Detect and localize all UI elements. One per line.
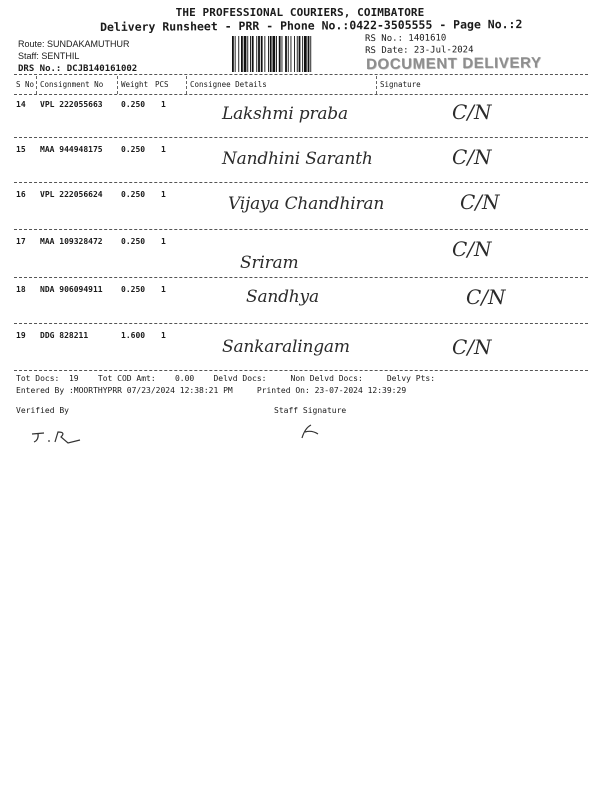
row-pcs: 1 (161, 237, 166, 246)
row-divider (14, 229, 588, 230)
col-pcs: PCS (155, 80, 169, 89)
runsheet-subtitle: Delivery Runsheet - PRR - Phone No.:0422-3505555 - Page No.:2 (100, 17, 523, 34)
col-weight: Weight (121, 80, 149, 89)
table-row (0, 233, 600, 279)
rs-date: RS Date: 23-Jul-2024 (365, 45, 474, 56)
row-signature: C/N (452, 237, 492, 261)
row-signature: C/N (452, 335, 492, 359)
col-consignment: Consignment No (40, 80, 104, 89)
row-weight: 1.600 (121, 331, 146, 340)
verified-initials-mark (28, 428, 94, 446)
row-consignee: Sriram (240, 253, 299, 273)
row-sno: 18 (16, 285, 26, 294)
company-title: THE PROFESSIONAL COURIERS, COIMBATORE (175, 6, 425, 19)
col-divider (36, 76, 37, 94)
table-row (0, 96, 600, 142)
row-signature: C/N (452, 145, 492, 169)
row-pcs: 1 (161, 190, 166, 199)
col-divider (186, 76, 187, 94)
route-label: Route: SUNDAKAMUTHUR (18, 39, 130, 49)
table-row (0, 327, 600, 373)
row-signature: C/N (452, 100, 492, 124)
col-divider (376, 76, 377, 94)
drs-number: DRS No.: DCJB140161002 (18, 64, 138, 74)
row-consignment: NDA 906094911 (40, 285, 103, 294)
totals-line: Tot Docs: 19 Tot COD Amt: 0.00 Delvd Docs: Non Delvd Docs: Delvy Pts: (16, 374, 436, 383)
row-consignee: Sandhya (246, 287, 319, 307)
row-weight: 0.250 (121, 237, 146, 246)
row-consignment: VPL 222056624 (40, 190, 103, 199)
entered-by-line: Entered By :MOORTHYPRR 07/23/2024 12:38:21 PM Printed On: 23-07-2024 12:39:29 (16, 386, 407, 395)
row-weight: 0.250 (121, 145, 146, 154)
row-sno: 14 (16, 100, 26, 109)
row-pcs: 1 (161, 100, 166, 109)
route-info (18, 38, 137, 75)
staff-signature-mark (296, 422, 326, 442)
table-row (0, 281, 600, 327)
document-delivery-stamp: DOCUMENT DELIVERY (366, 54, 542, 73)
table-row (0, 186, 600, 232)
row-sno: 17 (16, 237, 26, 246)
row-divider (14, 182, 588, 183)
rs-number: RS No.: 1401610 (365, 33, 447, 44)
col-signature: Signature (380, 80, 421, 89)
staff-label: Staff: SENTHIL (18, 51, 80, 61)
row-consignment: VPL 222055663 (40, 100, 103, 109)
row-consignee: Sankaralingam (222, 337, 350, 357)
row-signature: C/N (460, 190, 500, 214)
table-row (0, 141, 600, 187)
row-consignment: MAA 109328472 (40, 237, 103, 246)
row-divider (14, 323, 588, 324)
row-consignment: DDG 828211 (40, 331, 89, 340)
header-bottom-rule (14, 94, 588, 95)
row-weight: 0.250 (121, 100, 146, 109)
header-top-rule (14, 74, 588, 75)
verified-by-label: Verified By (16, 406, 69, 415)
row-divider (14, 370, 588, 371)
col-consignee: Consignee Details (190, 80, 267, 89)
row-sno: 16 (16, 190, 26, 199)
row-pcs: 1 (161, 145, 166, 154)
staff-signature-label: Staff Signature (274, 406, 347, 415)
col-divider (117, 76, 118, 94)
row-divider (14, 277, 588, 278)
rs-info (365, 32, 474, 57)
row-sno: 15 (16, 145, 26, 154)
row-consignee: Vijaya Chandhiran (228, 194, 385, 214)
row-pcs: 1 (161, 331, 166, 340)
row-pcs: 1 (161, 285, 166, 294)
row-sno: 19 (16, 331, 26, 340)
row-signature: C/N (466, 285, 506, 309)
row-divider (14, 137, 588, 138)
col-sno: S No (16, 80, 35, 89)
barcode (230, 36, 358, 72)
row-weight: 0.250 (121, 285, 146, 294)
row-consignee: Nandhini Saranth (222, 149, 373, 169)
row-consignment: MAA 944948175 (40, 145, 103, 154)
row-weight: 0.250 (121, 190, 146, 199)
row-consignee: Lakshmi praba (222, 104, 348, 124)
